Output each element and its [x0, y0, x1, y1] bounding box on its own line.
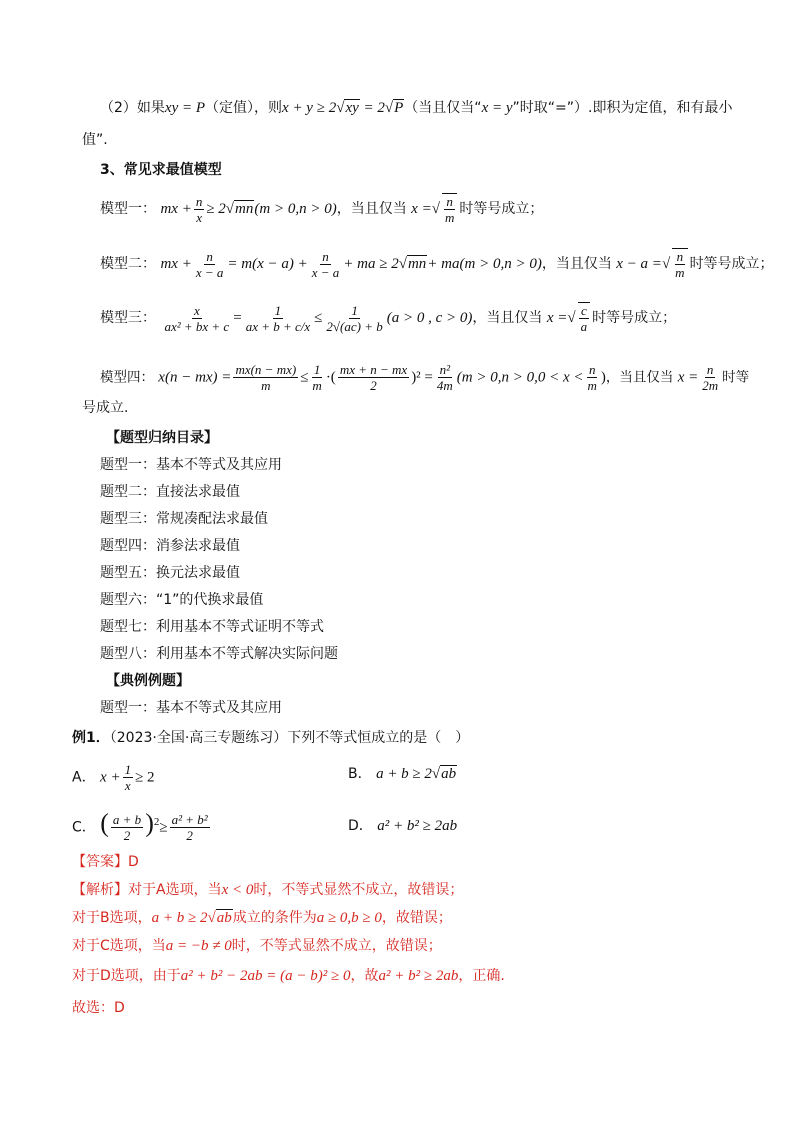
question-type-heading: 题型一：基本不等式及其应用: [100, 700, 282, 716]
fraction: $\frac{1}{x}$: [124, 762, 132, 793]
math: x =: [677, 369, 699, 386]
catalog-item: 题型五：换元法求最值: [100, 565, 240, 581]
answer: [72, 852, 139, 872]
text: ，当且仅当: [541, 256, 612, 272]
math: ): [600, 369, 606, 386]
analysis-line-1: [72, 880, 463, 900]
math: x < 0: [221, 882, 254, 898]
math: (a > 0 , c > 0): [386, 310, 473, 326]
math-sqrt: ab: [216, 910, 232, 926]
analysis-line-3: [72, 936, 442, 956]
fraction: $\frac{a + b}{2}$: [112, 812, 142, 843]
fraction: $\frac{n}{m}$: [442, 193, 457, 225]
text: ”时取“=”）.即积为定值，和有最小: [512, 100, 733, 116]
catalog-item: 题型四：消参法求最值: [100, 538, 240, 554]
section-heading: 3、常见求最值模型: [100, 162, 222, 178]
catalog-item: 题型六：“1”的代换求最值: [100, 592, 264, 608]
analysis-label: 【解析】: [72, 882, 128, 898]
text: ，当且仅当: [472, 310, 543, 326]
answer-label: 【答案】: [72, 854, 128, 870]
math: + ma ≥ 2√: [343, 256, 407, 272]
math: ≤: [300, 369, 309, 386]
model-4: [100, 362, 749, 393]
catalog-item: 题型二：直接法求最值: [100, 484, 240, 500]
model-1: [100, 193, 543, 225]
math-sqrt: mn: [407, 256, 427, 272]
math: x + y ≥ 2√: [282, 100, 345, 116]
text: 时等号成立；: [592, 310, 677, 326]
text-line-2: 值”.: [82, 132, 108, 148]
option-c: [72, 808, 212, 843]
math: (m > 0,n > 0): [254, 201, 337, 217]
text-line: 号成立.: [82, 400, 129, 416]
math: x =: [411, 201, 432, 217]
fraction: $\frac{1}{2√(ac) + b}$: [326, 302, 383, 334]
math: a + b ≥ 2√: [151, 910, 216, 926]
math: a² + b² ≥ 2ab: [377, 818, 458, 834]
math: = m(x − a) +: [227, 256, 308, 272]
text: ，当且仅当: [336, 201, 407, 217]
math-sqrt: xy: [345, 100, 359, 116]
fraction: $\frac{mx + n - mx}{2}$: [339, 362, 408, 393]
option-b: [348, 764, 457, 784]
catalog-header: 【题型归纳目录】: [106, 430, 218, 446]
text: 对于D选项，由于: [72, 968, 181, 984]
fraction: $\frac{\text{n²}}{4m}$: [436, 362, 453, 393]
option-d: [348, 816, 457, 836]
analysis-line-2: [72, 908, 452, 928]
math-sqrt: mn: [235, 201, 254, 217]
sqrt-sign: √: [661, 256, 671, 272]
model-2: [100, 248, 774, 280]
model-label: 模型一：: [100, 201, 156, 217]
text: 对于C选项，当: [72, 938, 166, 954]
example-label: 例1．: [72, 730, 110, 746]
fraction: $\frac{x}{\text{ax² + bx + c}}$: [164, 302, 230, 334]
math: a = −b ≠ 0: [165, 938, 232, 954]
catalog-item: 题型一：基本不等式及其应用: [100, 457, 282, 473]
text: 成立的条件为: [232, 910, 317, 926]
option-a: [72, 762, 155, 793]
math: = 2√: [359, 100, 394, 116]
example-1: [72, 728, 469, 748]
option-label: B．: [348, 766, 372, 782]
text: 时等号成立；: [689, 256, 774, 272]
math: mx +: [160, 256, 192, 272]
fraction: $\frac{n}{x - a}$: [195, 248, 224, 280]
paren: (: [100, 808, 109, 838]
math: x =: [546, 310, 568, 326]
model-3: [100, 302, 676, 334]
math-sup: 2: [153, 816, 160, 828]
examples-header: 【典例例题】: [106, 673, 190, 689]
sqrt-sign: √: [431, 201, 440, 217]
fraction: $\frac{c}{a}$: [578, 302, 591, 334]
catalog-item: 题型八：利用基本不等式解决实际问题: [100, 646, 338, 662]
math: x = y: [481, 100, 513, 116]
math: x(n − mx) =: [158, 369, 232, 386]
fraction: $\frac{mx(n - mx)}{m}$: [235, 362, 297, 393]
option-label: D．: [348, 818, 373, 834]
math: ≥ 2√: [206, 201, 235, 217]
text: 对于B选项，: [72, 910, 152, 926]
analysis-line-4: [72, 966, 505, 986]
math: + ma(m > 0,n > 0): [427, 256, 542, 272]
math: mx +: [160, 201, 192, 217]
model-label: 模型二：: [100, 256, 156, 272]
fraction: $\frac{n}{m}$: [587, 362, 597, 393]
model-label: 模型三：: [100, 310, 156, 326]
math: ≤: [314, 310, 323, 326]
sqrt-sign: √: [567, 310, 576, 326]
math: =: [233, 310, 242, 326]
text: 时，不等式显然不成立，故错误；: [253, 882, 464, 898]
math: a + b ≥ 2√: [376, 766, 441, 782]
text: （当且仅当“: [404, 100, 482, 116]
math: x − a =: [616, 256, 662, 272]
math: x +: [100, 769, 121, 786]
math: )² =: [411, 369, 433, 386]
paren: ): [145, 808, 154, 838]
catalog-item: 题型三：常规凑配法求最值: [100, 511, 268, 527]
analysis-line-5: 故选：D: [72, 1000, 125, 1016]
math: a² + b² ≥ 2ab: [378, 968, 459, 984]
text: 时，不等式显然不成立，故错误；: [231, 938, 442, 954]
text: 时等: [722, 369, 750, 386]
example-text: （2023·全国·高三专题练习）下列不等式恒成立的是（ ）: [109, 730, 470, 746]
text: ，故错误；: [381, 910, 452, 926]
math-sqrt: P: [394, 100, 404, 116]
math: xy = P: [164, 100, 206, 116]
text: 时等号成立；: [459, 201, 544, 217]
text: （定值），则: [205, 100, 283, 116]
text: ，故: [350, 968, 379, 984]
fraction: $\frac{n}{m}$: [672, 248, 687, 280]
text-line-1: [100, 98, 732, 118]
answer-value: D: [128, 854, 139, 870]
text: ，正确.: [458, 968, 505, 984]
math: ≥: [159, 819, 168, 836]
fraction: $\frac{\text{a² + b²}}{2}$: [171, 812, 208, 843]
math: (m > 0,n > 0,0 < x <: [456, 369, 584, 386]
math: ≥ 2: [135, 769, 155, 786]
text: 对于A选项，当: [128, 882, 222, 898]
model-label: 模型四：: [100, 369, 154, 386]
math: ·(: [325, 369, 336, 386]
math: a ≥ 0,b ≥ 0: [316, 910, 382, 926]
fraction: $\frac{n}{x - a}$: [311, 248, 340, 280]
option-label: C．: [72, 819, 96, 836]
text: （2）如果: [100, 100, 165, 116]
math-sqrt: ab: [441, 766, 457, 782]
fraction: $\frac{n}{x}$: [195, 193, 203, 225]
text: ，当且仅当: [605, 369, 674, 386]
math: a² + b² − 2ab = (a − b)² ≥ 0: [180, 968, 351, 984]
option-label: A．: [72, 769, 96, 786]
fraction: $\frac{n}{2m}$: [702, 362, 719, 393]
fraction: $\frac{1}{m}$: [312, 362, 322, 393]
catalog-item: 题型七：利用基本不等式证明不等式: [100, 619, 324, 635]
fraction: $\frac{1}{ax + b + c/x}$: [245, 302, 311, 334]
